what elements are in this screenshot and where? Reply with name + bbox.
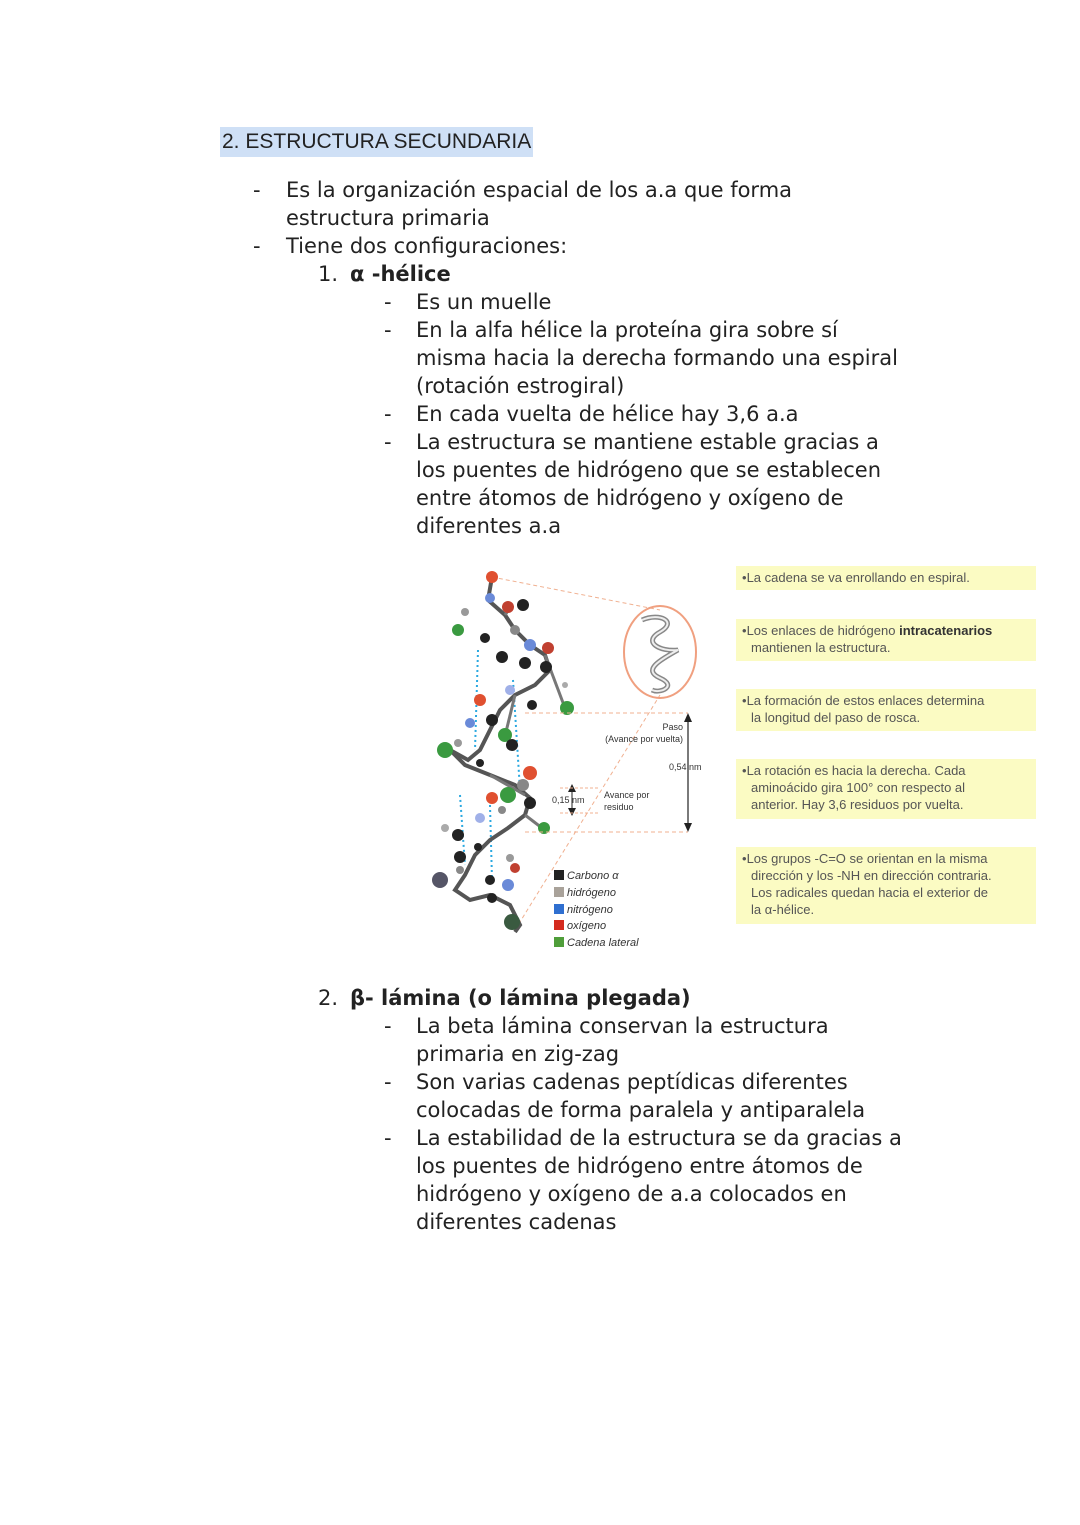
legend-swatch <box>554 887 564 897</box>
legend-label: oxígeno <box>567 920 607 932</box>
item-dash: - <box>384 1070 392 1094</box>
alpha-helix-figure <box>420 560 730 960</box>
note-box <box>736 759 1036 819</box>
item-dash: - <box>384 1014 392 1038</box>
list-number: 1. <box>318 262 339 286</box>
legend-swatch <box>554 937 564 947</box>
legend-label: Cadena lateral <box>567 937 639 949</box>
note-text: anterior. Hay 3,6 residuos por vuelta. <box>751 797 964 812</box>
note-text: Los enlaces de hidrógeno <box>746 623 900 638</box>
note-text: La formación de estos enlaces determina <box>746 693 985 708</box>
beta-item: diferentes cadenas <box>416 1210 617 1234</box>
beta-item: primaria en zig-zag <box>416 1042 620 1066</box>
dist-015-label: 0,15 nm <box>552 795 585 805</box>
legend-swatch <box>554 920 564 930</box>
paso-label: Paso <box>662 722 683 732</box>
legend-label: nitrógeno <box>567 904 613 916</box>
avance-vuelta-label: (Avance por vuelta) <box>605 734 683 744</box>
legend-label: Carbono α <box>567 870 619 882</box>
legend-label: hidrógeno <box>567 887 616 899</box>
note-bold-text: intracatenarios <box>899 623 993 638</box>
avance-residuo-label: Avance por <box>604 790 650 800</box>
item-dash: - <box>384 430 392 454</box>
alpha-item: misma hacia la derecha formando una espiral <box>416 346 898 370</box>
beta-item: Son varias cadenas peptídicas diferentes <box>416 1070 848 1094</box>
note-bullet: • <box>742 763 747 778</box>
note-text: aminoácido gira 100° con respecto al <box>751 780 966 795</box>
alpha-item: La estructura se mantiene estable gracias a <box>416 430 879 454</box>
alpha-item: entre átomos de hidrógeno y oxígeno de <box>416 486 844 510</box>
bullet-dash: - <box>253 178 261 202</box>
alpha-item: En cada vuelta de hélice hay 3,6 a.a <box>416 402 799 426</box>
alpha-item: Es un muelle <box>416 290 552 314</box>
beta-item: La beta lámina conservan la estructura <box>416 1014 829 1038</box>
figure-legend <box>554 870 639 949</box>
bullet-text: Es la organización espacial de los a.a que forma <box>286 178 793 202</box>
alpha-item: (rotación estrogiral) <box>416 374 625 398</box>
beta-title: β- lámina (o lámina plegada) <box>350 986 691 1010</box>
beta-item: hidrógeno y oxígeno de a.a colocados en <box>416 1182 847 1206</box>
note-box <box>736 847 1036 924</box>
alpha-item: diferentes a.a <box>416 514 562 538</box>
item-dash: - <box>384 402 392 426</box>
avance-residuo-label: residuo <box>604 802 634 812</box>
note-text: Los radicales quedan hacia el exterior de <box>751 885 989 900</box>
note-bullet: • <box>742 851 747 866</box>
bullet-text: Tiene dos configuraciones: <box>286 234 568 258</box>
note-text: la α-hélice. <box>751 902 815 917</box>
legend-swatch <box>554 870 564 880</box>
alpha-title: α -hélice <box>350 262 451 286</box>
dist-054-label: 0,54 nm <box>669 762 702 772</box>
note-box <box>736 619 1036 661</box>
note-text: La rotación es hacia la derecha. Cada <box>746 763 966 778</box>
note-bullet: • <box>742 570 747 585</box>
note-text: La cadena se va enrollando en espiral. <box>746 570 970 585</box>
item-dash: - <box>384 290 392 314</box>
bullet-text: estructura primaria <box>286 206 490 230</box>
note-text: la longitud del paso de rosca. <box>751 710 921 725</box>
beta-item: los puentes de hidrógeno entre átomos de <box>416 1154 863 1178</box>
note-text: Los grupos -C=O se orientan en la misma <box>746 851 988 866</box>
beta-item: colocadas de forma paralela y antiparalela <box>416 1098 866 1122</box>
legend-swatch <box>554 904 564 914</box>
note-box <box>736 566 1036 590</box>
beta-item: La estabilidad de la estructura se da gracias a <box>416 1126 902 1150</box>
section-heading: 2. ESTRUCTURA SECUNDARIA <box>220 127 533 157</box>
item-dash: - <box>384 1126 392 1150</box>
list-number: 2. <box>318 986 339 1010</box>
alpha-item: En la alfa hélice la proteína gira sobre sí <box>416 318 838 342</box>
item-dash: - <box>384 318 392 342</box>
note-box <box>736 689 1036 731</box>
note-text: dirección y los -NH en dirección contraria. <box>751 868 992 883</box>
note-text: mantienen la estructura. <box>751 640 891 655</box>
note-bullet: • <box>742 623 747 638</box>
alpha-item: los puentes de hidrógeno que se establecen <box>416 458 882 482</box>
bullet-dash: - <box>253 234 261 258</box>
note-bullet: • <box>742 693 747 708</box>
